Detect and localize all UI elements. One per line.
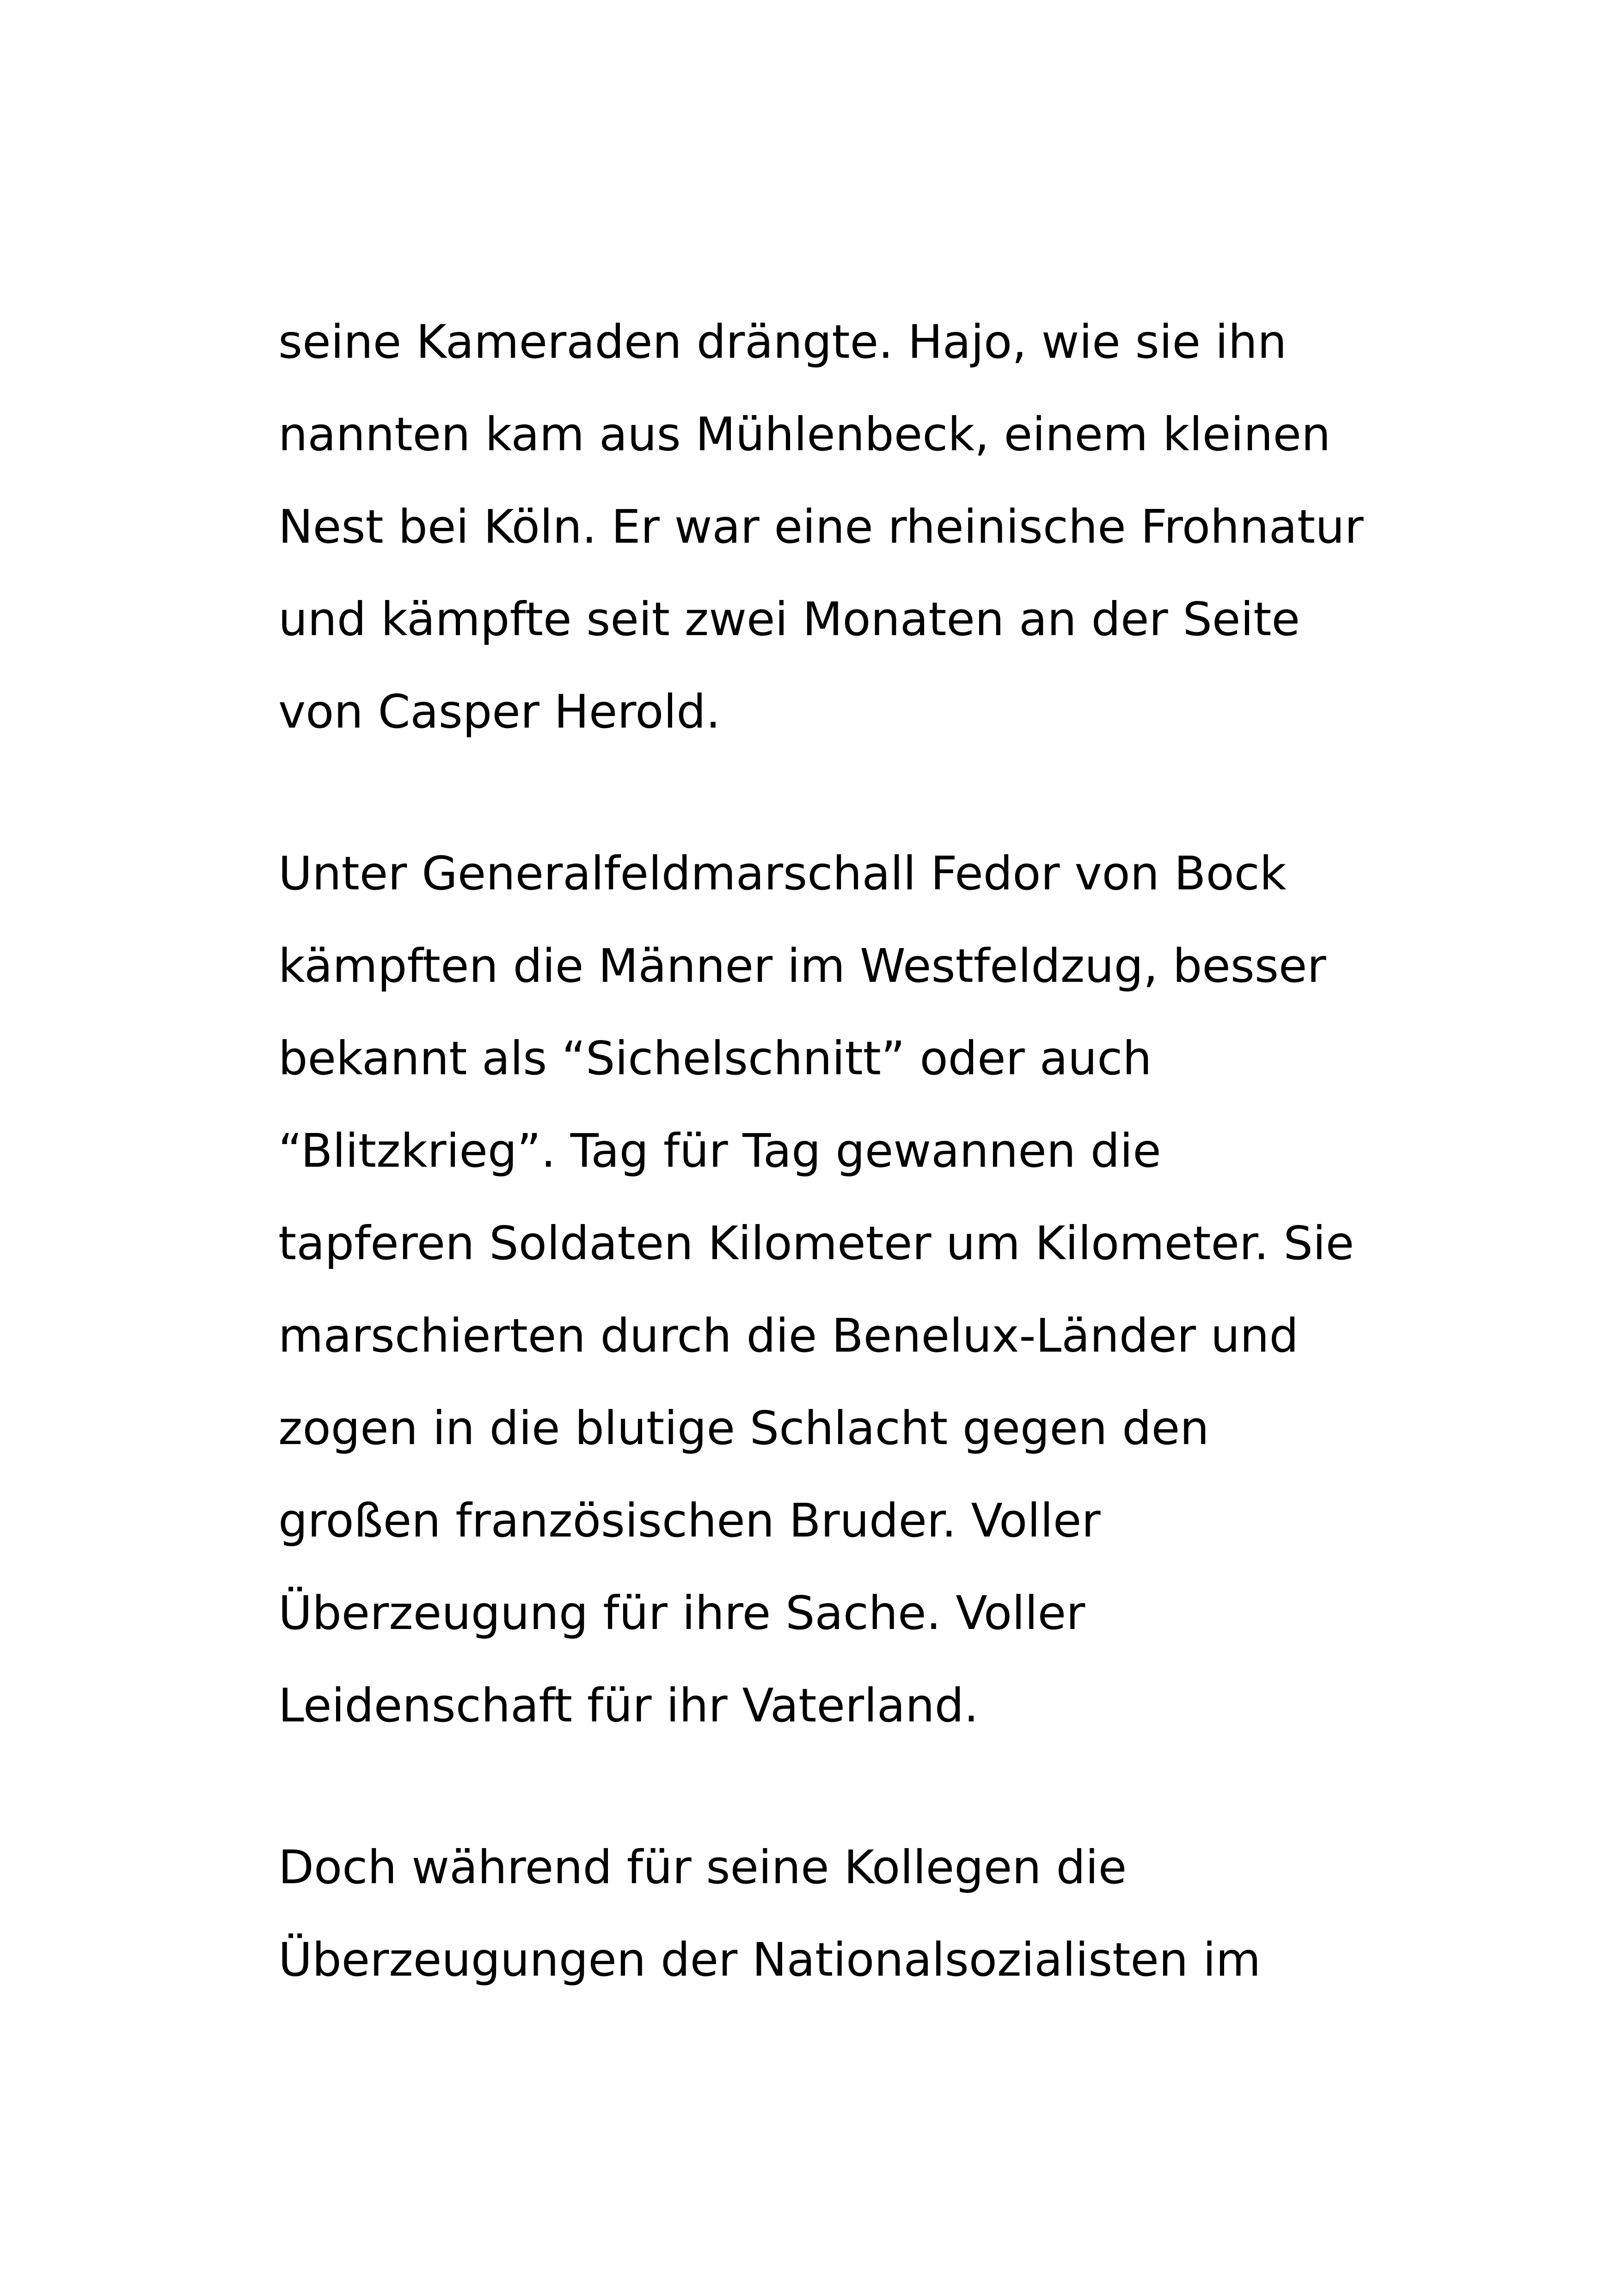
paragraph-3 (278, 1821, 1434, 2006)
text-line: bekannt als “Sichelschnitt” oder auch (278, 1031, 1152, 1085)
text-line: Überzeugungen der Nationalsozialisten im (278, 1933, 1261, 1987)
text-line: und kämpfte seit zwei Monaten an der Seite (278, 592, 1300, 646)
paragraph-2 (278, 827, 1434, 1752)
body-text (278, 296, 1434, 2006)
text-line: tapferen Soldaten Kilometer um Kilometer. Sie (278, 1216, 1354, 1270)
text-line: marschierten durch die Benelux-Länder und (278, 1309, 1299, 1363)
text-line: kämpften die Männer im Westfeldzug, besser (278, 939, 1326, 993)
text-line: großen französischen Bruder. Voller (278, 1494, 1101, 1548)
text-line: Unter Generalfeldmarschall Fedor von Bock (278, 846, 1287, 900)
paragraph-1 (278, 296, 1434, 758)
text-line: nannten kam aus Mühlenbeck, einem kleinen (278, 407, 1331, 461)
text-line: Leidenschaft für ihr Vaterland. (278, 1678, 979, 1733)
text-line: seine Kameraden drängte. Hajo, wie sie ihn (278, 315, 1287, 369)
text-line: Überzeugung für ihre Sache. Voller (278, 1586, 1085, 1640)
text-line: Doch während für seine Kollegen die (278, 1840, 1127, 1894)
text-line: zogen in die blutige Schlacht gegen den (278, 1401, 1209, 1455)
text-line: von Casper Herold. (278, 685, 721, 739)
text-line: “Blitzkrieg”. Tag für Tag gewannen die (278, 1124, 1161, 1178)
text-line: Nest bei Köln. Er war eine rheinische Frohnatur (278, 500, 1364, 554)
